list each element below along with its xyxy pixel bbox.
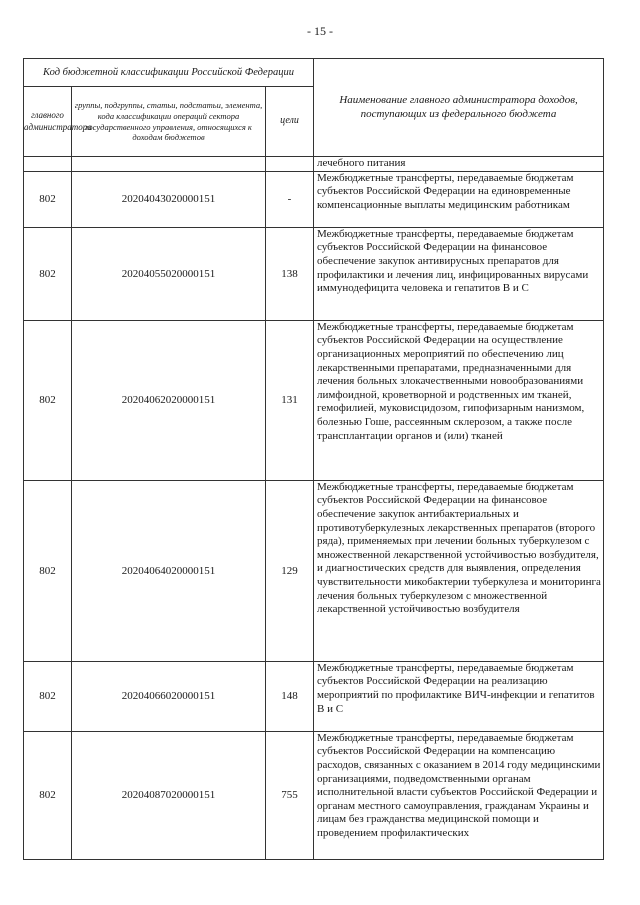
target-code-cell: 131: [266, 320, 314, 480]
admin-code-cell: 802: [24, 171, 72, 227]
budget-code-cell: 20204062020000151: [72, 320, 266, 480]
table-row: [24, 157, 604, 172]
header-admin-name: Наименование главного администратора доходов, поступающих из федерального бюджета: [314, 59, 604, 157]
description-cell: Межбюджетные трансферты, передаваемые бюджетам субъектов Российской Федерации на финансовое обеспечение закупок антивирусных препаратов для профилактики и лечения лиц, инфицированных вирусами иммунодефицита человека и гепатитов В и С: [314, 227, 604, 320]
admin-code-cell: 802: [24, 480, 72, 661]
target-code-cell: 148: [266, 661, 314, 731]
target-code-cell: 755: [266, 731, 314, 859]
table-row: [24, 227, 604, 320]
description-cell: Межбюджетные трансферты, передаваемые бюджетам субъектов Российской Федерации на финансовое обеспечение закупок антибактериальных и противотуберкулезных лекарственных препаратов (второго ряда), применяемых при лечении больных туберкулезом с множественной лекарственной устойчивостью возбудителя, и диагностических средств для выявления, определения чувствительности микобактерии туберкулеза и мониторинга лечения больных туберкулезом с множественной лекарственной устойчивостью возбудителя: [314, 480, 604, 661]
header-code: группы, подгруппы, статьи, подстатьи, элемента, кода классификации операций сектора государственного управления, относящихся к доходам бюджетов: [72, 87, 266, 157]
target-code-cell: 129: [266, 480, 314, 661]
budget-code-cell: 20204064020000151: [72, 480, 266, 661]
budget-code-cell: 20204087020000151: [72, 731, 266, 859]
table-row: [24, 480, 604, 661]
table-row: [24, 731, 604, 859]
budget-code-cell: [72, 157, 266, 172]
table-row: [24, 320, 604, 480]
description-cell: лечебного питания: [314, 157, 604, 172]
budget-classification-table: [23, 58, 604, 860]
target-code-cell: -: [266, 171, 314, 227]
table-row: [24, 171, 604, 227]
description-cell: Межбюджетные трансферты, передаваемые бюджетам субъектов Российской Федерации на единовременные компенсационные выплаты медицинским работникам: [314, 171, 604, 227]
admin-code-cell: 802: [24, 731, 72, 859]
table-row: [24, 661, 604, 731]
header-admin: главного администратора: [24, 87, 72, 157]
page-number: - 15 -: [307, 24, 333, 38]
admin-code-cell: 802: [24, 320, 72, 480]
target-code-cell: [266, 157, 314, 172]
budget-code-cell: 20204043020000151: [72, 171, 266, 227]
admin-code-cell: [24, 157, 72, 172]
header-target: цели: [266, 87, 314, 157]
admin-code-cell: 802: [24, 227, 72, 320]
description-cell: Межбюджетные трансферты, передаваемые бюджетам субъектов Российской Федерации на компенсацию расходов, связанных с оказанием в 2014 году медицинскими организациями, подведомственными органам исполнительной власти субъектов Российской Федерации и органам местного самоуправления, гражданам Украины и лицам без гражданства медицинской помощи и проведением профилактических: [314, 731, 604, 859]
budget-code-cell: 20204066020000151: [72, 661, 266, 731]
target-code-cell: 138: [266, 227, 314, 320]
budget-code-cell: 20204055020000151: [72, 227, 266, 320]
header-bcc-group: Код бюджетной классификации Российской Федерации: [24, 59, 314, 87]
admin-code-cell: 802: [24, 661, 72, 731]
description-cell: Межбюджетные трансферты, передаваемые бюджетам субъектов Российской Федерации на осуществление организационных мероприятий по обеспечению лиц лекарственными препаратами, предназначенными для лечения больных злокачественными новообразованиями лимфоидной, кроветворной и родственных им тканей, гемофилией, муковисцидозом, гипофизарным нанизмом, болезнью Гоше, рассеянным склерозом, а также после трансплантации органов и (или) тканей: [314, 320, 604, 480]
description-cell: Межбюджетные трансферты, передаваемые бюджетам субъектов Российской Федерации на реализацию мероприятий по профилактике ВИЧ-инфекции и гепатитов В и С: [314, 661, 604, 731]
